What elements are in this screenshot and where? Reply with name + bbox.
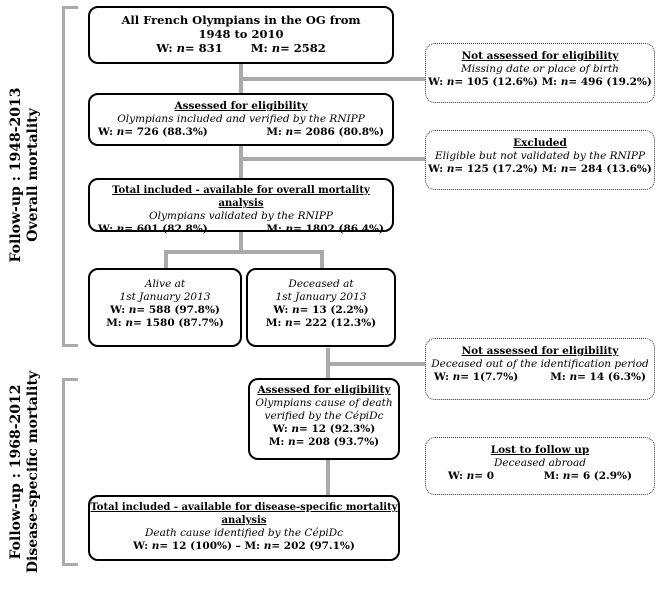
n-label: n=: [271, 41, 290, 55]
assessed-2-subtitle-2: verified by the CépiDc: [264, 410, 384, 422]
connector: [326, 460, 330, 495]
lost-counts: [426, 470, 654, 483]
women-count: 12 (92.3%): [311, 423, 376, 435]
excluded-subtitle: Eligible but not validated by the RNIPP: [434, 150, 646, 162]
n-label: n=: [128, 304, 146, 316]
men-label: M:: [266, 126, 282, 138]
n-label: n=: [569, 371, 586, 383]
n-label: n=: [560, 163, 578, 175]
lost-to-follow-up-box: [425, 437, 655, 495]
alive-box: [88, 268, 242, 347]
alive-line-2: 1st January 2013: [119, 291, 211, 303]
n-label: n=: [560, 76, 578, 88]
deceased-box: [246, 268, 396, 347]
assessed-2-men: [250, 436, 398, 449]
assessed-cepidc-box: [248, 378, 400, 460]
total-overall-counts: [90, 223, 392, 236]
men-count: 2086 (80.8%): [305, 126, 384, 138]
women-count: 588 (97.8%): [148, 304, 220, 316]
alive-line-1: Alive at: [144, 278, 186, 290]
n-label: n=: [285, 317, 302, 329]
all-olympians-title-1: All French Olympians in the OG from: [121, 13, 361, 27]
women-count: 601 (82.8%): [136, 223, 208, 235]
assessed-2-title: Assessed for eligibility: [257, 384, 391, 396]
women-count: 0: [486, 470, 495, 482]
excluded-counts: [426, 163, 654, 176]
n-label: n=: [116, 126, 134, 138]
lost-title: Lost to follow up: [490, 444, 590, 456]
men-count: 2582: [293, 41, 326, 55]
women-stat: [434, 371, 518, 384]
men-label: M:: [266, 223, 282, 235]
men-stat: [550, 371, 646, 384]
men-count: 208 (93.7%): [308, 436, 380, 448]
women-count: 125 (17.2%): [466, 163, 538, 175]
total-overall-subtitle: Olympians validated by the RNIPP: [149, 210, 333, 222]
all-olympians-box: [88, 6, 394, 64]
women-stat: [98, 223, 208, 236]
women-stat: [98, 126, 208, 139]
women-label: W:: [448, 470, 463, 482]
men-count: 1802 (86.4%): [305, 223, 384, 235]
disease-specific-text: Disease-specific mortality: [25, 370, 41, 574]
not-assessed-2-subtitle: Deceased out of the identification period: [431, 358, 649, 370]
total-disease-subtitle: Death cause identified by the CépiDc: [144, 527, 344, 539]
assessed-title: Assessed for eligibility: [174, 100, 308, 112]
men-count: 1580 (87.7%): [145, 317, 224, 329]
women-stat: [448, 470, 494, 483]
assessed-2-women: [250, 423, 398, 436]
women-label: W:: [272, 423, 288, 435]
total-disease-title-1: Total included - available for disease-specific mortality: [90, 502, 398, 513]
total-disease-title-2: analysis: [221, 515, 267, 526]
men-label: M:: [541, 76, 558, 88]
not-assessed-title: Not assessed for eligibility: [461, 50, 619, 62]
women-label: W:: [428, 76, 444, 88]
excluded-box: [425, 130, 655, 190]
n-label: n=: [452, 371, 470, 383]
all-olympians-counts: [90, 41, 392, 55]
not-assessed-counts: [426, 76, 654, 89]
overall-mortality-bracket: [62, 6, 78, 347]
assessed-eligibility-box: [88, 93, 394, 146]
connector: [320, 250, 324, 268]
not-assessed-deceased-out-box: [425, 338, 655, 400]
women-count: 105 (12.6%): [466, 76, 538, 88]
women-count: 1(7.7%): [472, 371, 519, 383]
men-count: 222 (12.3%): [305, 317, 377, 329]
women-label: W:: [428, 163, 444, 175]
separator: –: [235, 540, 241, 552]
men-stat: [544, 470, 632, 483]
n-label: n=: [466, 470, 484, 482]
women-count: 13 (2.2%): [312, 304, 369, 316]
men-label: M:: [244, 540, 261, 552]
disease-specific-label: [8, 347, 48, 597]
not-assessed-2-title: Not assessed for eligibility: [461, 345, 619, 357]
not-assessed-missing-birth-box: [425, 43, 655, 103]
overall-mortality-text: Overall mortality: [25, 108, 41, 242]
n-label: n=: [562, 470, 580, 482]
assessed-counts: [90, 126, 392, 139]
total-disease-specific-box: [88, 495, 400, 561]
alive-women: [90, 304, 240, 317]
women-label: W:: [156, 41, 173, 55]
disease-followup-period: Follow-up : 1968-2012: [8, 384, 24, 560]
deceased-line-2: 1st January 2013: [275, 291, 367, 303]
men-stat: [266, 126, 384, 139]
men-count: 202 (97.1%): [283, 540, 355, 552]
n-label: n=: [151, 540, 169, 552]
connector: [239, 77, 429, 81]
n-label: n=: [176, 41, 195, 55]
total-overall-mortality-box: [88, 178, 394, 235]
connector: [326, 362, 428, 366]
men-label: M:: [541, 163, 558, 175]
men-label: M:: [268, 436, 285, 448]
not-assessed-2-counts: [426, 371, 654, 384]
alive-men: [90, 317, 240, 330]
n-label: n=: [116, 223, 134, 235]
n-label: n=: [285, 223, 302, 235]
men-count: 14 (6.3%): [589, 371, 646, 383]
n-label: n=: [125, 317, 142, 329]
assessed-2-subtitle-1: Olympians cause of death: [255, 397, 393, 409]
n-label: n=: [446, 163, 464, 175]
women-count: 726 (88.3%): [136, 126, 208, 138]
men-label: M:: [106, 317, 122, 329]
not-assessed-subtitle: Missing date or place of birth: [461, 63, 619, 75]
men-label: M:: [250, 41, 268, 55]
deceased-men: [248, 317, 394, 330]
total-overall-title: Total included - available for overall mortality analysis: [112, 185, 370, 209]
women-label: W:: [98, 223, 113, 235]
women-label: W:: [110, 304, 126, 316]
men-count: 496 (19.2%): [580, 76, 652, 88]
connector: [239, 157, 429, 161]
men-label: M:: [550, 371, 566, 383]
total-disease-counts: [90, 540, 398, 553]
n-label: n=: [263, 540, 281, 552]
women-label: W:: [273, 304, 289, 316]
n-label: n=: [446, 76, 464, 88]
women-label: W:: [133, 540, 149, 552]
connector: [164, 250, 168, 268]
overall-mortality-label: [8, 50, 48, 300]
men-label: M:: [265, 317, 282, 329]
men-count: 6 (2.9%): [582, 470, 632, 482]
deceased-line-1: Deceased at: [288, 278, 354, 290]
n-label: n=: [291, 423, 308, 435]
women-count: 12 (100%): [171, 540, 232, 552]
connector: [164, 250, 324, 254]
n-label: n=: [288, 436, 305, 448]
women-count: 831: [198, 41, 223, 55]
disease-specific-bracket: [62, 378, 78, 566]
lost-subtitle: Deceased abroad: [494, 457, 586, 469]
assessed-subtitle: Olympians included and verified by the RNIPP: [117, 113, 365, 125]
overall-followup-period: Follow-up : 1948-2013: [8, 87, 24, 263]
women-label: W:: [98, 126, 113, 138]
all-olympians-title-2: 1948 to 2010: [198, 27, 284, 41]
n-label: n=: [285, 126, 302, 138]
men-stat: [266, 223, 384, 236]
men-label: M:: [543, 470, 560, 482]
men-count: 284 (13.6%): [580, 163, 652, 175]
n-label: n=: [292, 304, 309, 316]
excluded-title: Excluded: [513, 137, 567, 149]
connector: [239, 146, 243, 178]
women-label: W:: [434, 371, 449, 383]
deceased-women: [248, 304, 394, 317]
